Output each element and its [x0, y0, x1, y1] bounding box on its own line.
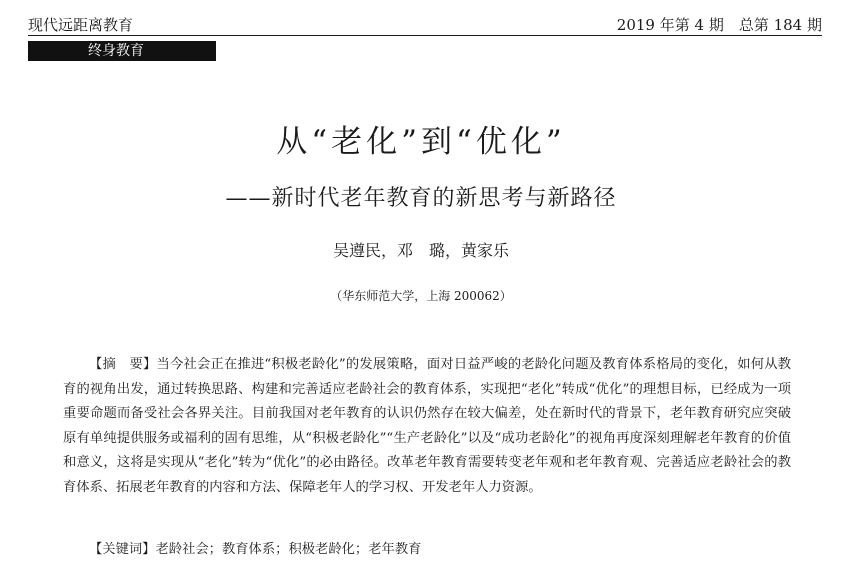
keywords-label: 【关键词】 — [89, 542, 156, 557]
running-header-issue: 2019 年第 4 期 总第 184 期 — [616, 16, 822, 34]
header-rule — [28, 35, 822, 36]
column-banner: 终身教育 — [28, 41, 216, 61]
article-subtitle: ——新时代老年教育的新思考与新路径 — [225, 186, 617, 211]
article-affiliation: （华东师范大学，上海 200062） — [330, 289, 512, 303]
abstract — [63, 353, 791, 500]
keywords-text: 老龄社会；教育体系；积极老龄化；老年教育 — [155, 542, 422, 557]
article-authors: 吴遵民，邓 璐，黄家乐 — [332, 241, 509, 260]
abstract-label: 【摘 要】 — [89, 357, 157, 372]
article-title: 从“老化”到“优化” — [276, 124, 566, 160]
abstract-text: 当今社会正在推进“积极老龄化”的发展策略，面对日益严峻的老龄化问题及教育体系格局的变化，如何从教育的视角出发，通过转换思路、构建和完善适应老龄社会的教育体系，实现把“老化”转成“优化”的理想目标，已经成为一项重要命题而备受社会各界关注。目前我国对老年教育的认识仍然存在较大偏差，处在新时代的背景下，老年教育研究应突破原有单纯提供服务或福利的固有思维，从“积极老龄化”“生产老龄化”以及“成功老龄化”的视角再度深刻理解老年教育的价值和意义，这将是实现从“老化”转为“优化”的必由路径。改革老年教育需要转变老年观和老年教育观、完善适应老龄社会的教育体系、拓展老年教育的内容和方法、保障老年人的学习权、开发老年人力资源。 — [63, 357, 791, 495]
running-header-journal: 现代远距离教育 — [28, 16, 134, 34]
keywords — [89, 540, 421, 560]
